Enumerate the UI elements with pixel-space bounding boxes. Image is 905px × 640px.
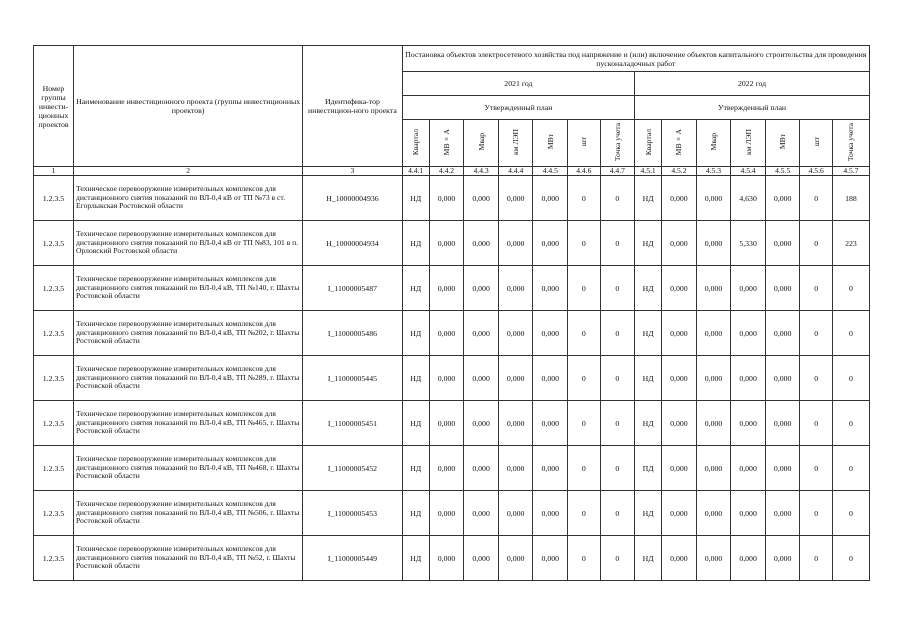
value-cell: 0,000: [429, 536, 464, 581]
value-cell: 0: [832, 446, 869, 491]
value-cell: 0,000: [731, 356, 766, 401]
value-cell: 0,000: [765, 401, 800, 446]
value-cell: 0: [832, 311, 869, 356]
group-number-cell: 1.2.3.5: [34, 491, 74, 536]
value-cell: 188: [832, 176, 869, 221]
project-id-cell: I_11000005449: [303, 536, 402, 581]
table-row: [34, 536, 870, 581]
value-cell: 0,000: [731, 311, 766, 356]
value-cell: 0: [600, 356, 635, 401]
value-cell: НД: [635, 401, 662, 446]
project-name-cell: Техническое перевооружение измерительных комплексов для дистанционного снятия показаний по ВЛ-0,4 кВ, ТП №468, г. Шахты Ростовской области: [74, 446, 303, 491]
header-unit-label: Точка учета: [846, 122, 856, 162]
header-unit-2022-7: [832, 120, 869, 167]
header-unit-2021-1: [402, 120, 429, 167]
group-number-cell: 1.2.3.5: [34, 401, 74, 446]
value-cell: 0: [600, 446, 635, 491]
header-unit-2022-4: [731, 120, 766, 167]
project-id-cell: I_11000005486: [303, 311, 402, 356]
project-name-cell: Техническое перевооружение измерительных комплексов для дистанционного снятия показаний по ВЛ-0,4 кВ, ТП №506, г. Шахты Ростовской области: [74, 491, 303, 536]
value-cell: 0,000: [731, 401, 766, 446]
group-number-cell: 1.2.3.5: [34, 221, 74, 266]
value-cell: 0,000: [696, 356, 731, 401]
value-cell: 0,000: [696, 176, 731, 221]
value-cell: НД: [635, 311, 662, 356]
header-unit-2022-6: [800, 120, 832, 167]
value-cell: 0: [800, 536, 832, 581]
header-year-2022: 2022 год: [635, 72, 870, 96]
value-cell: НД: [635, 491, 662, 536]
value-cell: 0,000: [533, 536, 568, 581]
value-cell: НД: [402, 356, 429, 401]
value-cell: 0,000: [533, 491, 568, 536]
column-number: 4.4.4: [498, 167, 533, 176]
value-cell: 0,000: [498, 176, 533, 221]
value-cell: 0,000: [498, 356, 533, 401]
table-row: [34, 266, 870, 311]
value-cell: 0: [568, 446, 600, 491]
group-number-cell: 1.2.3.5: [34, 176, 74, 221]
value-cell: НД: [402, 446, 429, 491]
value-cell: 0: [800, 266, 832, 311]
document-page: [33, 45, 870, 581]
value-cell: 0: [600, 176, 635, 221]
value-cell: 0: [600, 311, 635, 356]
column-number: 4.4.7: [600, 167, 635, 176]
project-name-cell: Техническое перевооружение измерительных комплексов для дистанционного снятия показаний по ВЛ-0,4 кВ от ТП №83, 101 в п. Орловский Ростовской области: [74, 221, 303, 266]
value-cell: НД: [402, 491, 429, 536]
value-cell: 0: [568, 536, 600, 581]
value-cell: НД: [402, 221, 429, 266]
value-cell: 0,000: [765, 221, 800, 266]
value-cell: 0,000: [464, 311, 499, 356]
value-cell: 0,000: [533, 446, 568, 491]
value-cell: НД: [402, 266, 429, 311]
header-unit-label: шт: [579, 137, 589, 147]
value-cell: 0,000: [464, 401, 499, 446]
value-cell: 0,000: [429, 401, 464, 446]
header-unit-label: МВт: [778, 134, 788, 150]
value-cell: 0: [832, 266, 869, 311]
value-cell: 0,000: [498, 446, 533, 491]
project-name-cell: Техническое перевооружение измерительных комплексов для дистанционного снятия показаний по ВЛ-0,4 кВ от ТП №73 в ст. Егорлыкская Ростовской области: [74, 176, 303, 221]
value-cell: 0,000: [696, 221, 731, 266]
value-cell: 0,000: [731, 491, 766, 536]
project-id-cell: H_10000004934: [303, 221, 402, 266]
header-unit-label: Квартал: [643, 128, 653, 156]
group-number-cell: 1.2.3.5: [34, 311, 74, 356]
value-cell: 0,000: [765, 491, 800, 536]
header-group-number: Номер группы инвести-ционных проектов: [34, 46, 74, 167]
value-cell: 0,000: [662, 446, 697, 491]
header-unit-2021-6: [568, 120, 600, 167]
value-cell: 0,000: [662, 536, 697, 581]
value-cell: 0: [568, 176, 600, 221]
value-cell: 0,000: [498, 491, 533, 536]
value-cell: 0: [832, 491, 869, 536]
project-id-cell: I_11000005487: [303, 266, 402, 311]
value-cell: 0: [568, 356, 600, 401]
header-unit-label: Мвар: [709, 133, 718, 151]
investment-projects-table: [33, 45, 870, 581]
value-cell: 0: [568, 221, 600, 266]
value-cell: 0,000: [662, 491, 697, 536]
value-cell: НД: [635, 536, 662, 581]
value-cell: 0: [800, 221, 832, 266]
header-unit-label: МВ×А: [442, 128, 451, 156]
header-unit-2021-2: [429, 120, 464, 167]
column-number: 1: [34, 167, 74, 176]
column-number: 4.5.7: [832, 167, 869, 176]
header-unit-label: км ЛЭП: [743, 128, 753, 156]
value-cell: НД: [635, 356, 662, 401]
value-cell: 0,000: [429, 266, 464, 311]
value-cell: 0,000: [498, 266, 533, 311]
column-number: 4.5.5: [765, 167, 800, 176]
value-cell: 0,000: [464, 356, 499, 401]
value-cell: 0,000: [765, 536, 800, 581]
value-cell: НД: [402, 401, 429, 446]
value-cell: 0,000: [429, 446, 464, 491]
header-unit-label: МВт: [545, 134, 555, 150]
value-cell: 0,000: [533, 176, 568, 221]
value-cell: НД: [635, 221, 662, 266]
header-unit-label: Квартал: [411, 128, 421, 156]
project-id-cell: H_10000004936: [303, 176, 402, 221]
value-cell: 0,000: [429, 356, 464, 401]
value-cell: 0,000: [696, 491, 731, 536]
value-cell: 0,000: [731, 536, 766, 581]
column-number: 4.4.5: [533, 167, 568, 176]
value-cell: 0,000: [429, 491, 464, 536]
value-cell: 0: [568, 401, 600, 446]
table-row: [34, 446, 870, 491]
value-cell: 0,000: [662, 401, 697, 446]
group-number-cell: 1.2.3.5: [34, 356, 74, 401]
value-cell: 0: [800, 446, 832, 491]
value-cell: ПД: [635, 446, 662, 491]
value-cell: 0,000: [662, 221, 697, 266]
value-cell: 0: [800, 176, 832, 221]
project-id-cell: I_11000005453: [303, 491, 402, 536]
value-cell: 0,000: [696, 536, 731, 581]
table-row: [34, 176, 870, 221]
value-cell: 0: [600, 491, 635, 536]
value-cell: 0,000: [429, 311, 464, 356]
column-number: 2: [74, 167, 303, 176]
header-project-id: Идентифика-тор инвестицион-ного проекта: [303, 46, 402, 167]
value-cell: 0,000: [662, 266, 697, 311]
project-name-cell: Техническое перевооружение измерительных комплексов для дистанционного снятия показаний по ВЛ-0,4 кВ, ТП №140, г. Шахты Ростовской области: [74, 266, 303, 311]
value-cell: 0: [568, 491, 600, 536]
header-project-name: Наименование инвестиционного проекта (группы инвестиционных проектов): [74, 46, 303, 167]
header-unit-2021-7: [600, 120, 635, 167]
column-number: 4.5.6: [800, 167, 832, 176]
value-cell: 0,000: [765, 176, 800, 221]
header-plan-2022: Утвержденный план: [635, 96, 870, 120]
value-cell: 0: [800, 311, 832, 356]
value-cell: 0: [800, 401, 832, 446]
value-cell: 0: [600, 221, 635, 266]
value-cell: 0: [568, 266, 600, 311]
table-row: [34, 356, 870, 401]
project-id-cell: I_11000005445: [303, 356, 402, 401]
header-unit-2022-3: [696, 120, 731, 167]
value-cell: 0,000: [696, 401, 731, 446]
value-cell: 0,000: [429, 176, 464, 221]
value-cell: НД: [402, 176, 429, 221]
header-unit-2022-5: [765, 120, 800, 167]
column-number: 4.4.1: [402, 167, 429, 176]
value-cell: 0,000: [765, 311, 800, 356]
project-name-cell: Техническое перевооружение измерительных комплексов для дистанционного снятия показаний по ВЛ-0,4 кВ, ТП №465, г. Шахты Ростовской области: [74, 401, 303, 446]
project-name-cell: Техническое перевооружение измерительных комплексов для дистанционного снятия показаний по ВЛ-0,4 кВ, ТП №202, г. Шахты Ростовской области: [74, 311, 303, 356]
project-name-cell: Техническое перевооружение измерительных комплексов для дистанционного снятия показаний по ВЛ-0,4 кВ, ТП №289, г. Шахты Ростовской области: [74, 356, 303, 401]
header-commissioning: Постановка объектов электросетевого хозяйства под напряжение и (или) включение объектов капитального строительства для проведения пусконаладочных работ: [402, 46, 869, 72]
value-cell: 0: [600, 266, 635, 311]
value-cell: 0,000: [765, 266, 800, 311]
value-cell: 0,000: [731, 446, 766, 491]
project-id-cell: I_11000005451: [303, 401, 402, 446]
header-plan-2021: Утвержденный план: [402, 96, 634, 120]
table-row: [34, 401, 870, 446]
value-cell: НД: [402, 536, 429, 581]
header-unit-2021-4: [498, 120, 533, 167]
value-cell: 0,000: [662, 356, 697, 401]
value-cell: НД: [402, 311, 429, 356]
group-number-cell: 1.2.3.5: [34, 446, 74, 491]
column-number: 3: [303, 167, 402, 176]
value-cell: 0: [568, 311, 600, 356]
value-cell: 0,000: [662, 311, 697, 356]
header-unit-2022-1: [635, 120, 662, 167]
column-number: 4.4.6: [568, 167, 600, 176]
table-row: [34, 491, 870, 536]
value-cell: 0,000: [731, 266, 766, 311]
value-cell: 0,000: [765, 446, 800, 491]
value-cell: 0,000: [464, 491, 499, 536]
value-cell: 0,000: [498, 536, 533, 581]
value-cell: 0,000: [696, 446, 731, 491]
value-cell: 4,630: [731, 176, 766, 221]
value-cell: 0: [832, 356, 869, 401]
value-cell: 0,000: [464, 266, 499, 311]
column-number: 4.5.3: [696, 167, 731, 176]
column-number: 4.5.1: [635, 167, 662, 176]
value-cell: 0: [832, 536, 869, 581]
project-id-cell: I_11000005452: [303, 446, 402, 491]
value-cell: НД: [635, 176, 662, 221]
value-cell: НД: [635, 266, 662, 311]
header-unit-label: шт: [811, 137, 821, 147]
value-cell: 0: [600, 401, 635, 446]
value-cell: 0,000: [533, 311, 568, 356]
value-cell: 0: [600, 536, 635, 581]
value-cell: 0: [832, 401, 869, 446]
value-cell: 0: [800, 356, 832, 401]
table-row: [34, 311, 870, 356]
value-cell: 0,000: [533, 401, 568, 446]
group-number-cell: 1.2.3.5: [34, 536, 74, 581]
value-cell: 0,000: [464, 446, 499, 491]
column-number: 4.5.2: [662, 167, 697, 176]
header-unit-2021-3: [464, 120, 499, 167]
header-unit-2022-2: [662, 120, 697, 167]
header-unit-label: км ЛЭП: [511, 128, 521, 156]
value-cell: 0: [800, 491, 832, 536]
value-cell: 223: [832, 221, 869, 266]
header-unit-label: МВ×А: [674, 128, 684, 156]
column-number: 4.4.3: [464, 167, 499, 176]
value-cell: 0,000: [464, 176, 499, 221]
value-cell: 0,000: [533, 266, 568, 311]
value-cell: 0,000: [498, 311, 533, 356]
group-number-cell: 1.2.3.5: [34, 266, 74, 311]
header-year-2021: 2021 год: [402, 72, 634, 96]
value-cell: 0,000: [662, 176, 697, 221]
value-cell: 0,000: [765, 356, 800, 401]
column-number: 4.5.4: [731, 167, 766, 176]
value-cell: 0,000: [429, 221, 464, 266]
header-unit-label: Точка учета: [612, 122, 622, 162]
header-unit-label: Мвар: [476, 133, 486, 151]
value-cell: 0,000: [498, 221, 533, 266]
project-name-cell: Техническое перевооружение измерительных комплексов для дистанционного снятия показаний по ВЛ-0,4 кВ, ТП №52, г. Шахты Ростовской области: [74, 536, 303, 581]
value-cell: 0,000: [696, 266, 731, 311]
table-row: [34, 221, 870, 266]
value-cell: 0,000: [464, 221, 499, 266]
value-cell: 0,000: [533, 221, 568, 266]
header-unit-2021-5: [533, 120, 568, 167]
value-cell: 0,000: [464, 536, 499, 581]
value-cell: 5,330: [731, 221, 766, 266]
value-cell: 0,000: [498, 401, 533, 446]
column-number: 4.4.2: [429, 167, 464, 176]
value-cell: 0,000: [533, 356, 568, 401]
value-cell: 0,000: [696, 311, 731, 356]
